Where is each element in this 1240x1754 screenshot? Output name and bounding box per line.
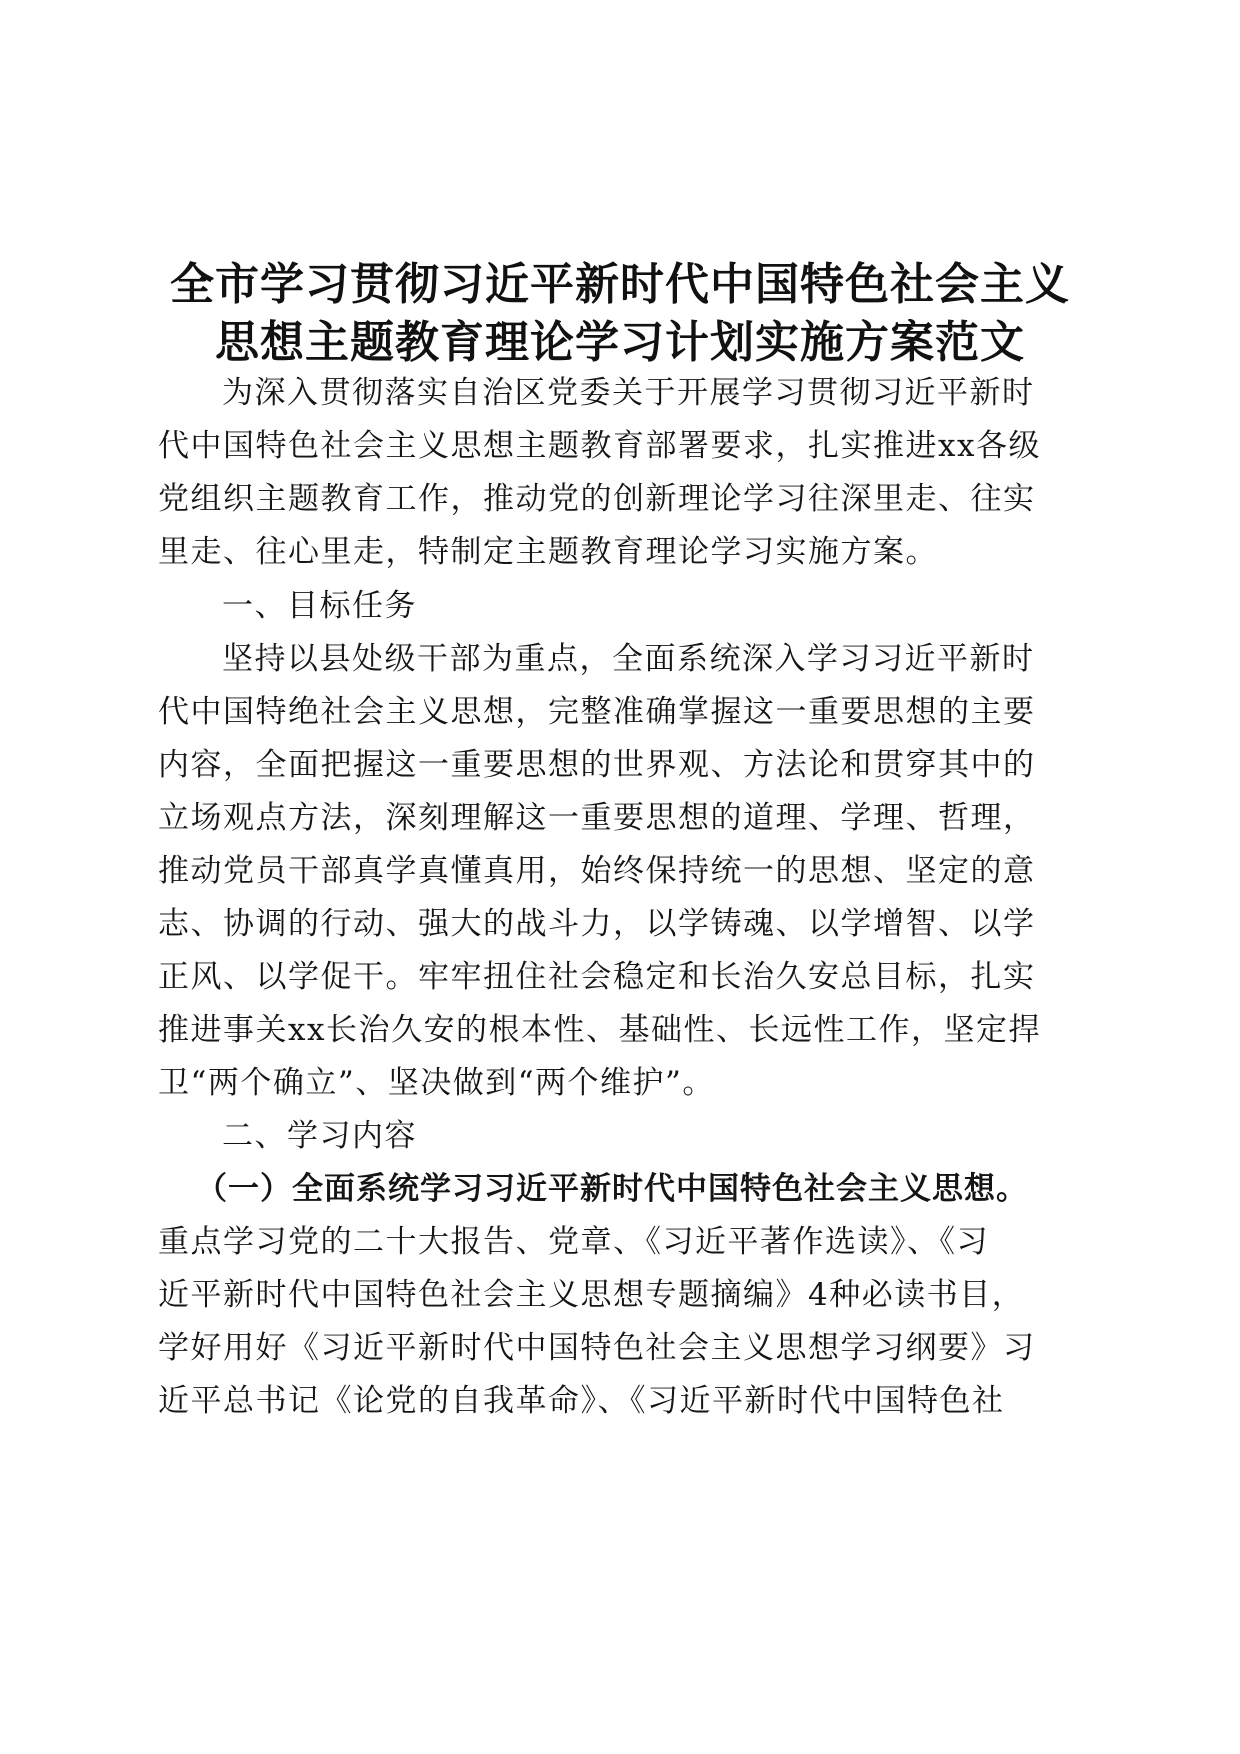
- intro-paragraph-line: 党组织主题教育工作，推动党的创新理论学习往深里走、往实: [158, 481, 1036, 517]
- title-line-1: 全市学习贯彻习近平新时代中国特色社会主义: [170, 259, 1070, 310]
- title-line-2: 思想主题教育理论学习计划实施方案范文: [215, 317, 1025, 368]
- intro-paragraph-line: 里走、往心里走，特制定主题教育理论学习实施方案。: [158, 534, 938, 570]
- section1-paragraph-line: 推动党员干部真学真懂真用，始终保持统一的思想、坚定的意: [158, 853, 1036, 889]
- section-heading-goals: 一、目标任务: [222, 588, 417, 624]
- section1-paragraph-line: 立场观点方法，深刻理解这一重要思想的道理、学理、哲理，: [158, 800, 1036, 836]
- subsection1-paragraph-line: 近平总书记《论党的自我革命》、《习近平新时代中国特色社: [158, 1383, 1005, 1419]
- subsection1-paragraph-line: 近平新时代中国特色社会主义思想专题摘编》4种必读书目，: [158, 1277, 1025, 1313]
- document-title: [0, 256, 1240, 372]
- intro-paragraph-line: 代中国特色社会主义思想主题教育部署要求，扎实推进xx各级: [158, 428, 1041, 464]
- section1-paragraph-line: 内容，全面把握这一重要思想的世界观、方法论和贯穿其中的: [158, 747, 1036, 783]
- subsection1-paragraph-line: 重点学习党的二十大报告、党章、《习近平著作选读》、《习: [158, 1224, 989, 1260]
- section1-paragraph-line: 正风、以学促干。牢牢扭住社会稳定和长治久安总目标，扎实: [158, 959, 1036, 995]
- section1-paragraph-line: 代中国特绝社会主义思想，完整准确掌握这一重要思想的主要: [158, 694, 1036, 730]
- intro-paragraph-line: 为深入贯彻落实自治区党委关于开展学习贯彻习近平新时: [222, 375, 1035, 411]
- section1-paragraph-line: 坚持以县处级干部为重点，全面系统深入学习习近平新时: [222, 641, 1035, 677]
- section1-paragraph-line: 推进事关xx长治久安的根本性、基础性、长远性工作，坚定捍: [158, 1012, 1041, 1048]
- subsection1-paragraph-line: 学好用好《习近平新时代中国特色社会主义思想学习纲要》习: [158, 1330, 1036, 1366]
- section1-paragraph-line: 卫“两个确立”、坚决做到“两个维护”。: [158, 1065, 715, 1101]
- subsection-heading: （一）全面系统学习习近平新时代中国特色社会主义思想。: [196, 1171, 1028, 1207]
- section1-paragraph-line: 志、协调的行动、强大的战斗力，以学铸魂、以学增智、以学: [158, 906, 1036, 942]
- section-heading-content: 二、学习内容: [222, 1118, 417, 1154]
